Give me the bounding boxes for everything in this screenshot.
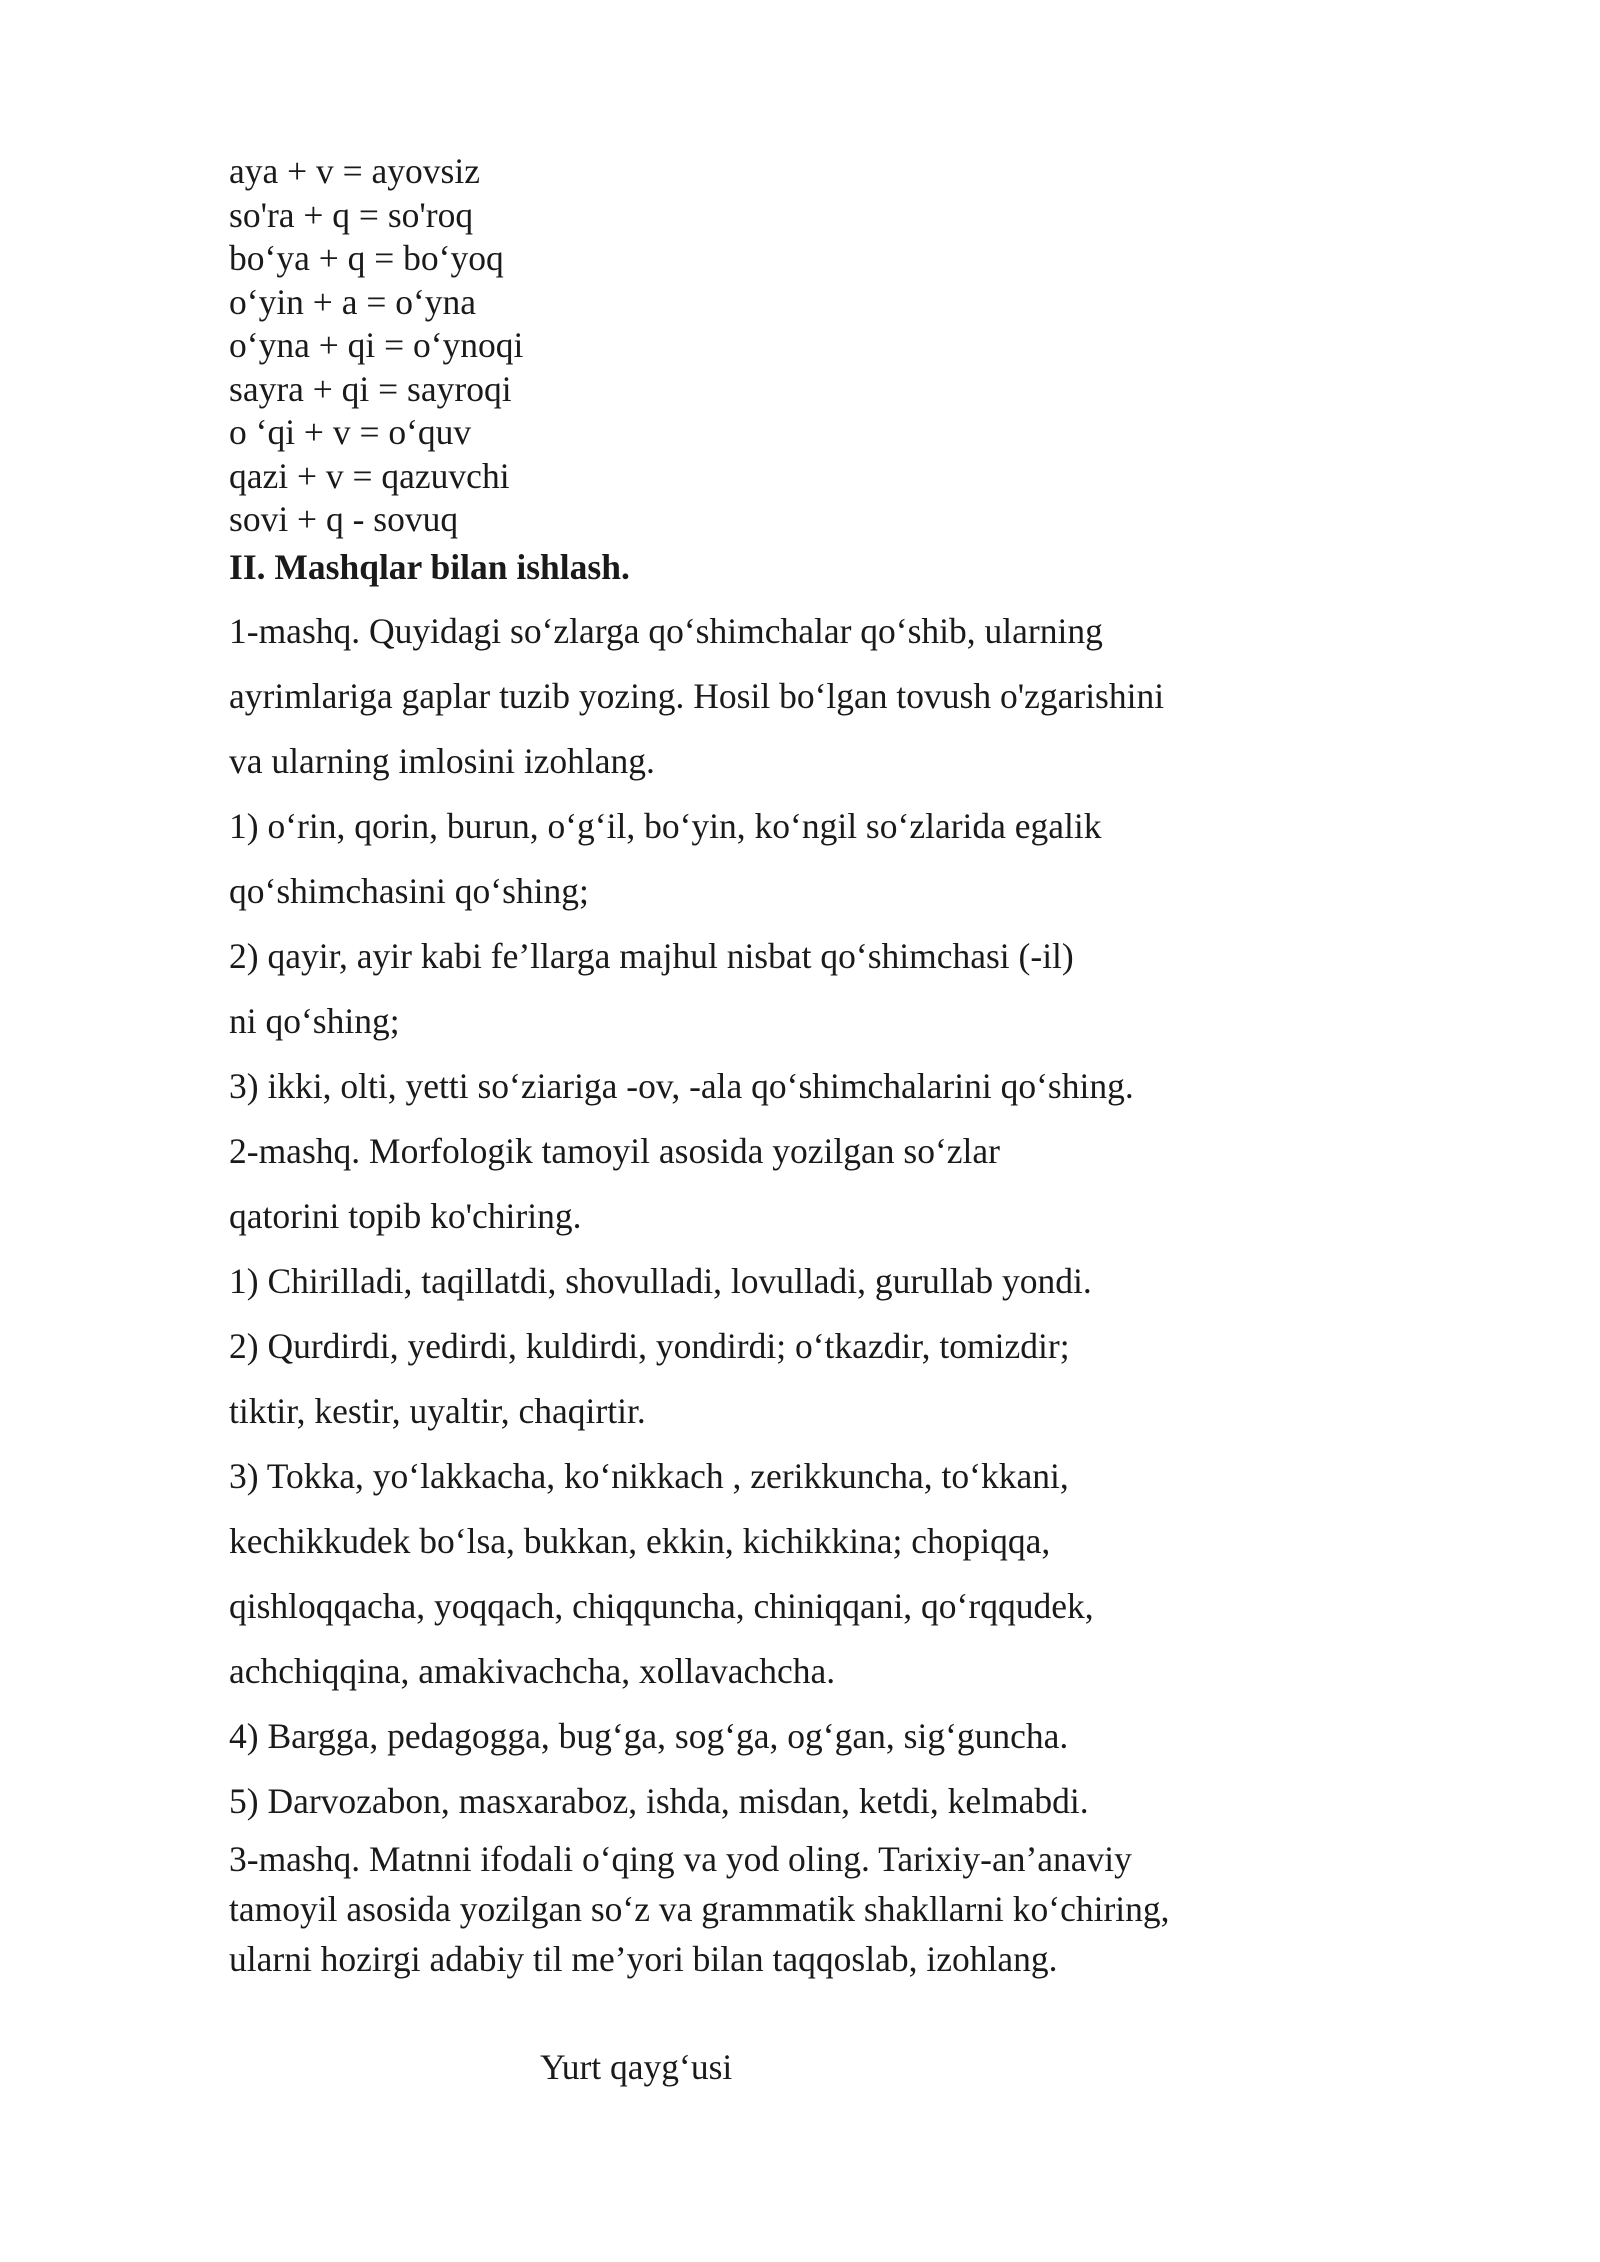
exercise-line: 3) Tokka, yo‘lakkacha, ko‘nikkach , zerikkuncha, to‘kkani, — [229, 1455, 1069, 1496]
exercise-line: qo‘shimchasini qo‘shing; — [229, 870, 589, 911]
exercise-line: 1) Chirilladi, taqillatdi, shovulladi, lovulladi, gurullab yondi. — [229, 1260, 1092, 1301]
exercise-3-line: tamoyil asosida yozilgan so‘z va grammatik shakllarni ko‘chiring, — [229, 1888, 1170, 1929]
exercise-line: 1) o‘rin, qorin, burun, o‘g‘il, bo‘yin, ko‘ngil so‘zlarida egalik — [229, 805, 1102, 846]
exercise-line: kechikkudek bo‘lsa, bukkan, ekkin, kichikkina; chopiqqa, — [229, 1520, 1051, 1561]
example-line: so'ra + q = so'roq — [229, 194, 474, 235]
exercise-line: 2-mashq. Morfologik tamoyil asosida yozilgan so‘zlar — [229, 1130, 1000, 1171]
exercise-3-line: ularni hozirgi adabiy til me’yori bilan taqqoslab, izohlang. — [229, 1938, 1058, 1979]
example-line: sovi + q - sovuq — [229, 499, 459, 539]
exercise-line: 4) Bargga, pedagogga, bug‘ga, sog‘ga, og‘gan, sig‘guncha. — [229, 1715, 1069, 1756]
example-line: o‘yin + a = o‘yna — [229, 281, 477, 322]
example-line: qazi + v = qazuvchi — [229, 455, 510, 496]
exercise-line: va ularning imlosini izohlang. — [229, 740, 655, 781]
exercise-line: 1-mashq. Quyidagi so‘zlarga qo‘shimchalar qo‘shib, ularning — [229, 610, 1103, 651]
exercise-line: 2) Qurdirdi, yedirdi, kuldirdi, yondirdi; o‘tkazdir, tomizdir; — [229, 1325, 1070, 1366]
exercise-line: qishloqqacha, yoqqach, chiqquncha, chiniqqani, qo‘rqqudek, — [229, 1585, 1094, 1626]
example-line: sayra + qi = sayroqi — [229, 368, 512, 409]
example-line: bo‘ya + q = bo‘yoq — [229, 238, 504, 278]
exercise-3-line: 3-mashq. Matnni ifodali o‘qing va yod oling. Tarixiy-an’anaviy — [229, 1838, 1132, 1879]
exercise-line: ayrimlariga gaplar tuzib yozing. Hosil bo‘lgan tovush o'zgarishini — [229, 675, 1165, 716]
example-line: o ‘qi + v = o‘quv — [229, 412, 472, 452]
exercise-line: ni qo‘shing; — [229, 1000, 400, 1041]
exercise-block — [229, 599, 1379, 1834]
section-heading: II. Mashqlar bilan ishlash. — [229, 546, 630, 587]
exercise-line: 2) qayir, ayir kabi fe’llarga majhul nisbat qo‘shimchasi (-il) — [229, 935, 1074, 976]
example-line: o‘yna + qi = o‘ynoqi — [229, 325, 524, 365]
poem-title: Yurt qayg‘usi — [540, 2047, 733, 2087]
example-list — [229, 150, 1379, 542]
exercise-line: 5) Darvozabon, masxaraboz, ishda, misdan, ketdi, kelmabdi. — [229, 1780, 1089, 1821]
exercise-line: 3) ikki, olti, yetti so‘ziariga -ov, -ala qo‘shimchalarini qo‘shing. — [229, 1065, 1134, 1106]
exercise-line: qatorini topib ko'chiring. — [229, 1195, 582, 1236]
exercise-3-block — [229, 1834, 1379, 1984]
exercise-line: achchiqqina, amakivachcha, xollavachcha. — [229, 1650, 836, 1691]
page-content — [229, 150, 1379, 1984]
exercise-line: tiktir, kestir, uyaltir, chaqirtir. — [229, 1390, 646, 1431]
example-line: aya + v = ayovsiz — [229, 151, 480, 191]
